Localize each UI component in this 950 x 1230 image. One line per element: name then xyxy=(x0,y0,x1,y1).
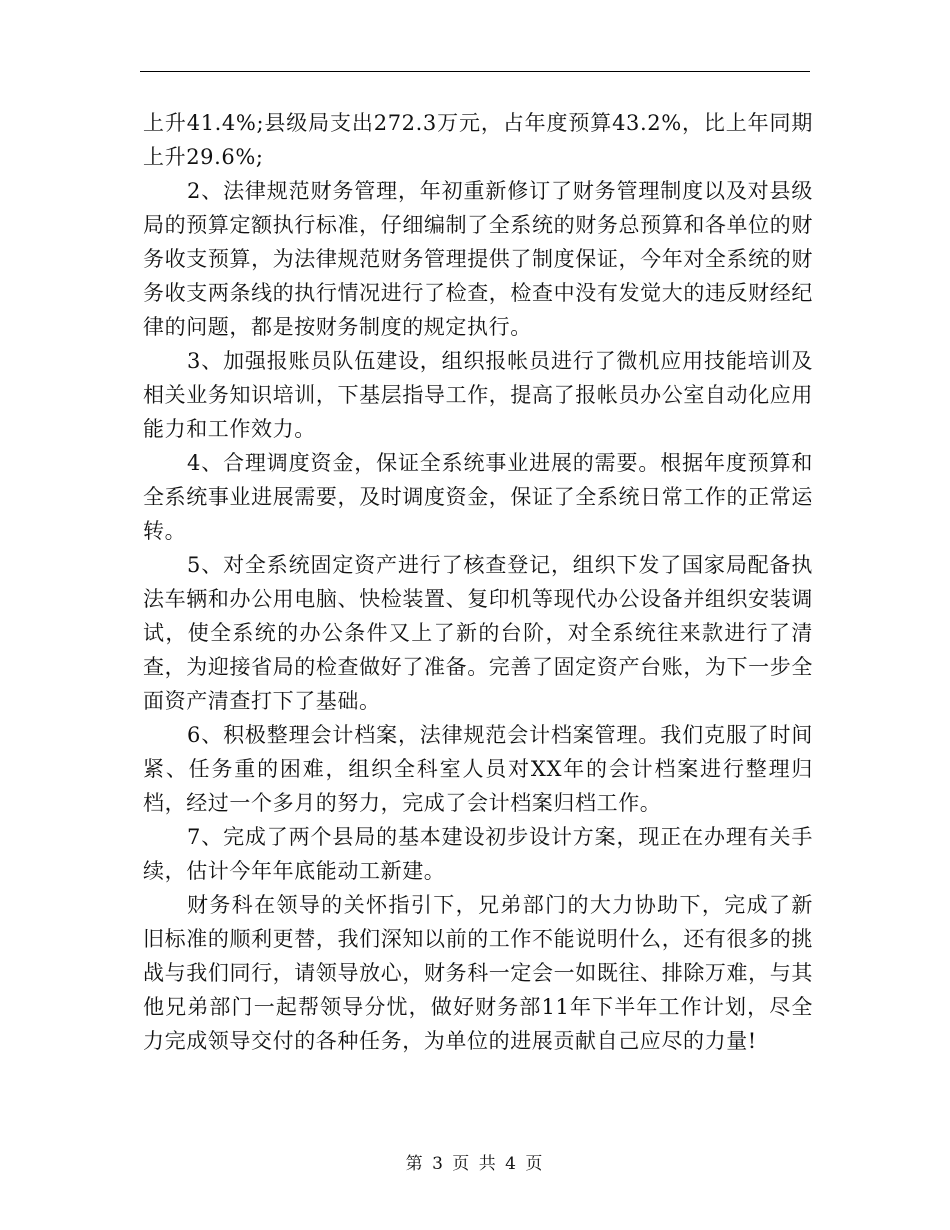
paragraph: 7、完成了两个县局的基本建设初步设计方案，现正在办理有关手续，估计今年年底能动工新建。 xyxy=(143,825,813,883)
page-footer xyxy=(0,1149,950,1174)
paragraph: 6、积极整理会计档案，法律规范会计档案管理。我们克服了时间紧、任务重的困难，组织全科室人员对XX年的会计档案进行整理归档，经过一个多月的努力，完成了会计档案归档工作。 xyxy=(143,723,813,815)
paragraph: 财务科在领导的关怀指引下，兄弟部门的大力协助下，完成了新旧标准的顺利更替，我们深知以前的工作不能说明什么，还有很多的挑战与我们同行，请领导放心，财务科一定会一如既往、排除万难，与其他兄弟部门一起帮领导分忧，做好财务部11年下半年工作计划，尽全力完成领导交付的各种任务，为单位的进展贡献自己应尽的力量! xyxy=(143,893,813,1053)
paragraph: 5、对全系统固定资产进行了核查登记，组织下发了国家局配备执法车辆和办公用电脑、快检装置、复印机等现代办公设备并组织安装调试，使全系统的办公条件又上了新的台阶，对全系统往来款进行了清查，为迎接省局的检查做好了准备。完善了固定资产台账，为下一步全面资产清查打下了基础。 xyxy=(143,553,813,713)
paragraph: 3、加强报账员队伍建设，组织报帐员进行了微机应用技能培训及相关业务知识培训，下基层指导工作，提高了报帐员办公室自动化应用能力和工作效力。 xyxy=(143,349,813,441)
page-number: 第 3 页 共 4 页 xyxy=(405,1154,545,1174)
header-rule xyxy=(140,71,810,72)
document-body xyxy=(143,106,813,1058)
paragraph: 4、合理调度资金，保证全系统事业进展的需要。根据年度预算和全系统事业进展需要，及时调度资金，保证了全系统日常工作的正常运转。 xyxy=(143,451,813,543)
paragraph: 上升41.4%;县级局支出272.3万元，占年度预算43.2%，比上年同期上升29.6%; xyxy=(143,111,813,169)
paragraph: 2、法律规范财务管理，年初重新修订了财务管理制度以及对县级局的预算定额执行标准，仔细编制了全系统的财务总预算和各单位的财务收支预算，为法律规范财务管理提供了制度保证，今年对全系统的财务收支两条线的执行情况进行了检查，检查中没有发觉大的违反财经纪律的问题，都是按财务制度的规定执行。 xyxy=(143,179,813,339)
